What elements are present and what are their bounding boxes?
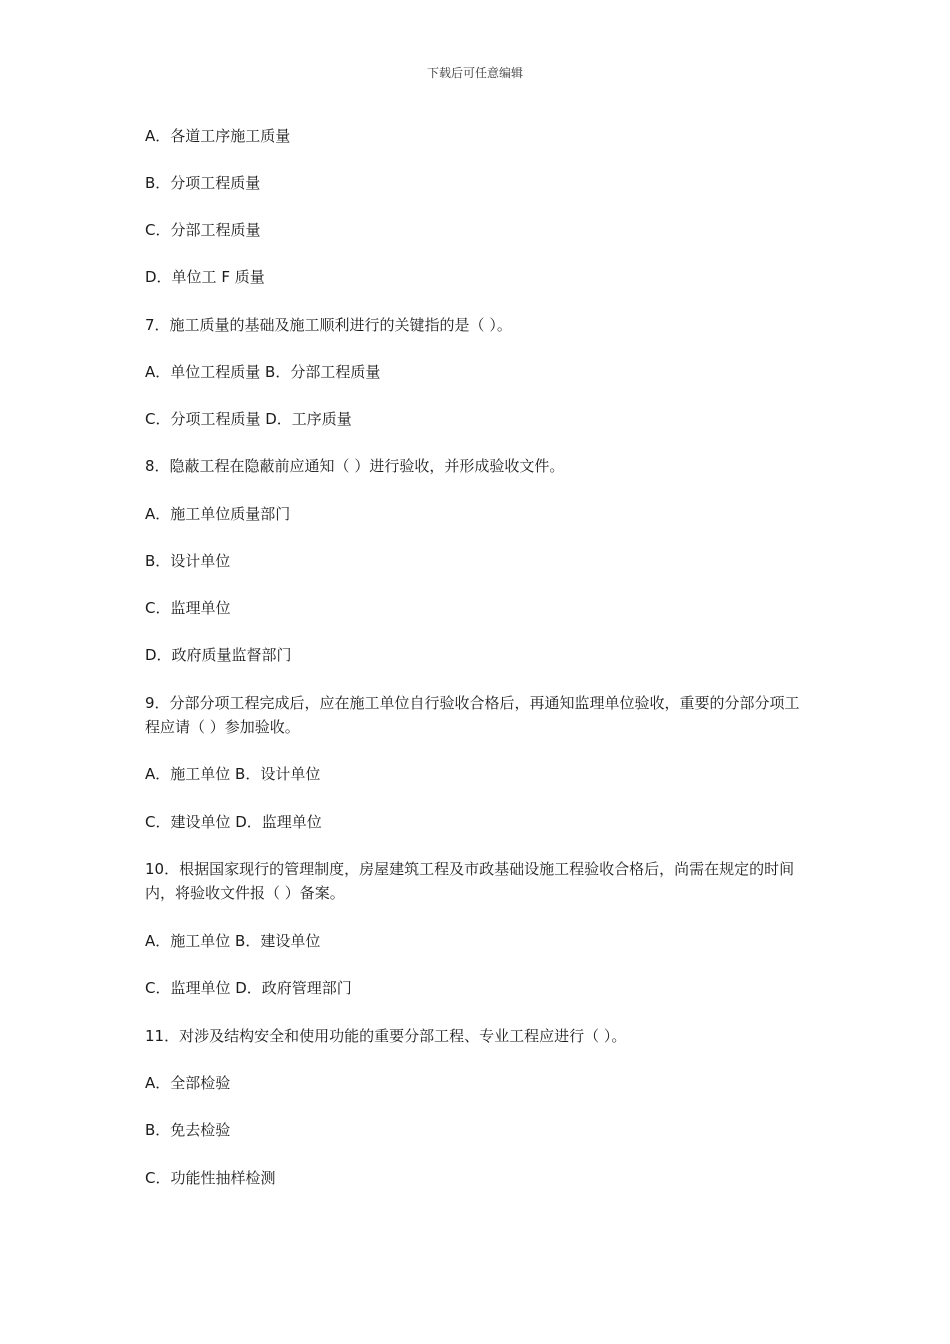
- option-line: D．政府质量监督部门: [145, 646, 292, 664]
- option-line: A．施工单位质量部门: [145, 505, 291, 523]
- option-line: C．分部工程质量: [145, 221, 261, 239]
- option-line: B．免去检验: [145, 1121, 231, 1139]
- option-line: A．全部检验: [145, 1074, 231, 1092]
- page-header: 下载后可任意编辑: [426, 66, 523, 80]
- option-line: B．设计单位: [145, 552, 231, 570]
- option-line: B．分项工程质量: [145, 174, 261, 192]
- option-line: C．建设单位 D．监理单位: [145, 813, 322, 831]
- option-line: C．分项工程质量 D．工序质量: [145, 410, 352, 428]
- option-line: C．功能性抽样检测: [145, 1169, 276, 1187]
- question-11: 11．对涉及结构安全和使用功能的重要分部工程、专业工程应进行（ ）。: [145, 1027, 627, 1045]
- option-line: A．施工单位 B．设计单位: [145, 765, 321, 783]
- question-10: 10．根据国家现行的管理制度，房屋建筑工程及市政基础设施工程验收合格后，尚需在规定的时间内，将验收文件报（ ）备案。: [145, 860, 795, 902]
- option-line: D．单位工 F 质量: [145, 268, 265, 286]
- option-line: C．监理单位 D．政府管理部门: [145, 979, 352, 997]
- option-line: A．各道工序施工质量: [145, 127, 291, 145]
- option-line: C．监理单位: [145, 599, 231, 617]
- option-line: A．施工单位 B．建设单位: [145, 932, 321, 950]
- option-line: A．单位工程质量 B．分部工程质量: [145, 363, 381, 381]
- question-8: 8．隐蔽工程在隐蔽前应通知（ ）进行验收，并形成验收文件。: [145, 457, 565, 475]
- question-7: 7．施工质量的基础及施工顺利进行的关键指的是（ ）。: [145, 316, 512, 334]
- question-9: 9．分部分项工程完成后，应在施工单位自行验收合格后，再通知监理单位验收，重要的分部分项工程应请（ ）参加验收。: [145, 694, 800, 736]
